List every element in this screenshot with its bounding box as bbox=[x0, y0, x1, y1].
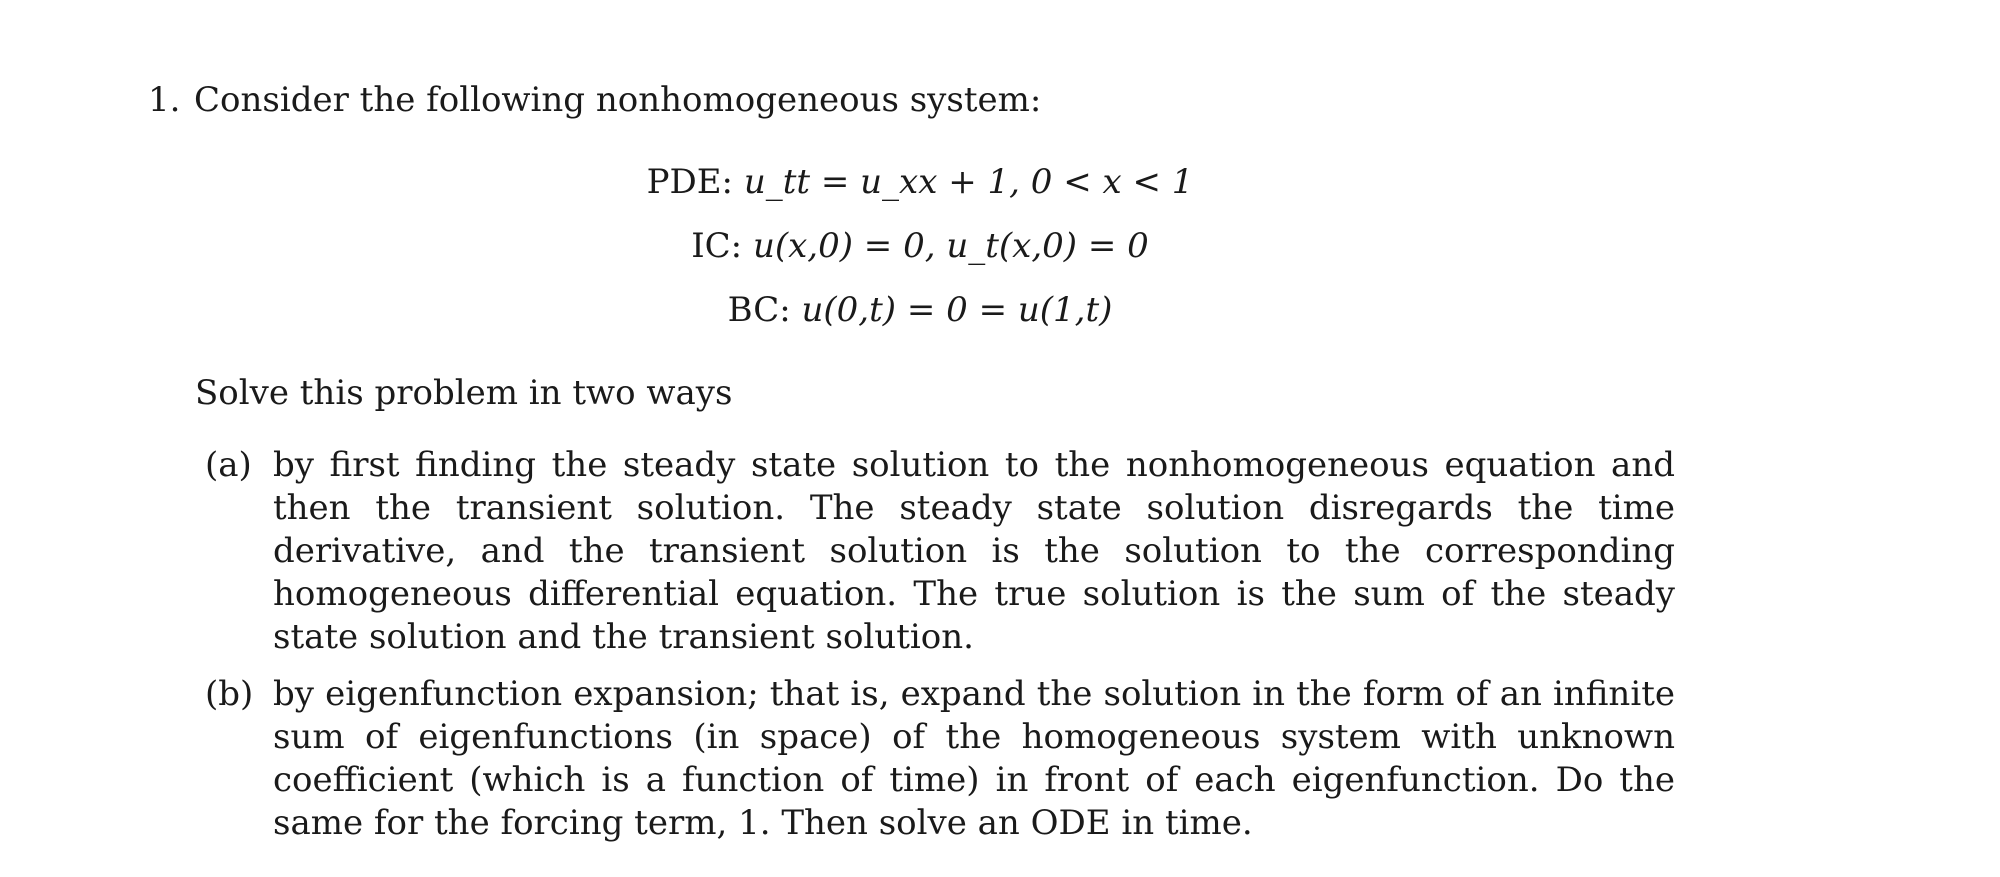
part-text: by first finding the steady state solution to the nonhomogeneous equation and then the transient solution. The steady state solution disregards the time derivative, and the transient solution is the solution to the corresponding homogeneous differential equation. The true solution is the sum of the steady state solution and the transient solution. bbox=[273, 445, 1675, 657]
bc-body: u(0,t) = 0 = u(1,t) bbox=[801, 290, 1113, 330]
problem-number: 1. bbox=[148, 80, 181, 120]
list-item bbox=[205, 444, 1675, 659]
ic-equation bbox=[0, 226, 1840, 266]
problem-statement-text: Consider the following nonhomogeneous system: bbox=[194, 80, 1042, 120]
problem-statement bbox=[148, 78, 1708, 122]
ic-label: IC: bbox=[691, 226, 743, 266]
part-label: (b) bbox=[205, 674, 254, 714]
bc-label: BC: bbox=[727, 290, 791, 330]
part-text: by eigenfunction expansion; that is, expand the solution in the form of an infinite sum of eigenfunctions (in space) of the homogeneous system with unknown coefficient (which is a function of time) in front of each eigenfunction. Do the same for the forcing term, 1. Then solve an ODE in time. bbox=[273, 674, 1675, 843]
instruction-text: Solve this problem in two ways bbox=[195, 373, 733, 413]
pde-equation bbox=[0, 162, 1840, 202]
ic-body: u(x,0) = 0, u_t(x,0) = 0 bbox=[752, 226, 1149, 266]
parts-list bbox=[205, 444, 1675, 859]
bc-equation bbox=[0, 290, 1840, 330]
list-item bbox=[205, 673, 1675, 845]
part-label: (a) bbox=[205, 445, 252, 485]
pde-label: PDE: bbox=[646, 162, 734, 202]
pde-body: u_tt = u_xx + 1, 0 < x < 1 bbox=[743, 162, 1194, 202]
